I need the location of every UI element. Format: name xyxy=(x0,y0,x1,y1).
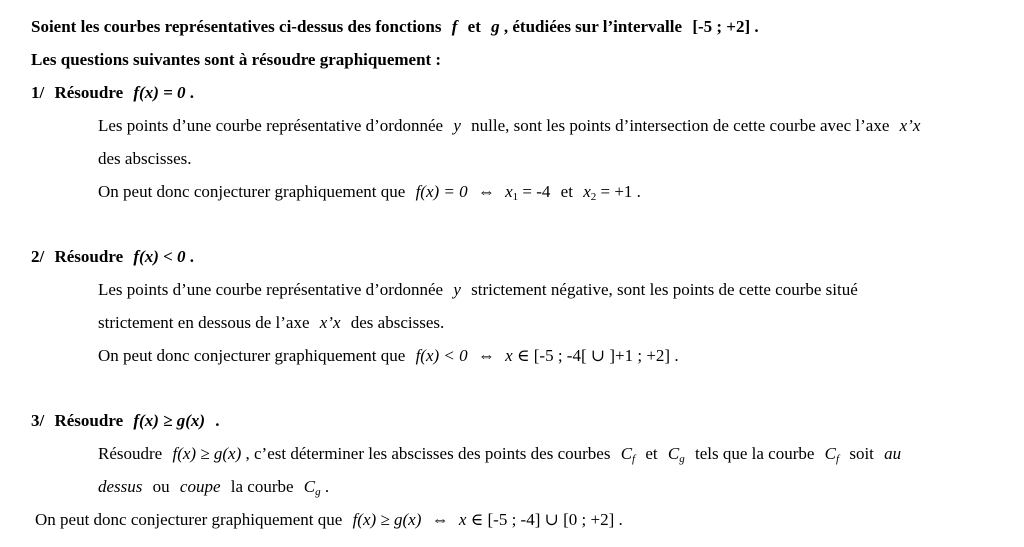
curve-cg: C xyxy=(303,477,316,496)
intro-text-2: , étudiées sur l’intervalle xyxy=(503,17,683,36)
curve-cf: C xyxy=(824,444,837,463)
subscript: f xyxy=(632,453,636,465)
text: tels que la courbe xyxy=(694,444,815,463)
emphasis: coupe xyxy=(179,477,221,496)
expression: f(x) = 0 xyxy=(415,182,468,201)
text: Les points d’une courbe représentative d’ordonnée xyxy=(98,280,444,299)
text: strictement négative, sont les points de cette courbe situé xyxy=(471,280,858,299)
conjunction: et xyxy=(645,444,658,463)
intro-text: Soient les courbes représentatives ci-dessus des fonctions xyxy=(31,17,442,36)
question-1-conclusion xyxy=(98,182,641,202)
emphasis: dessus xyxy=(98,477,143,496)
question-3-paragraph-line-1 xyxy=(98,444,901,464)
heading-word: Résoudre xyxy=(54,247,124,266)
question-3-heading xyxy=(31,411,220,431)
period: . xyxy=(189,83,195,102)
text: des abscisses. xyxy=(350,313,445,332)
conjunction: ou xyxy=(152,477,170,496)
equivalence-symbol: ⇔ xyxy=(477,182,495,201)
heading-expression: f(x) ≥ g(x) xyxy=(133,411,206,430)
subscript: g xyxy=(679,453,685,465)
expression: f(x) ≥ g(x) xyxy=(172,444,242,463)
curve-cg: C xyxy=(667,444,680,463)
variable-y: y xyxy=(453,280,461,299)
text: nulle, sont les points d’intersection de cette courbe avec l’axe xyxy=(471,116,890,135)
subscript: f xyxy=(836,453,840,465)
function-f: f xyxy=(451,17,458,36)
equivalence-symbol: ⇔ xyxy=(431,510,449,529)
question-2-conclusion xyxy=(98,346,679,366)
value-x2: = +1 . xyxy=(600,182,641,201)
period: . xyxy=(324,477,330,496)
variable-x2: x xyxy=(583,182,591,201)
text: Les points d’une courbe représentative d’ordonnée xyxy=(98,116,444,135)
question-2-heading xyxy=(31,247,194,267)
question-number: 1/ xyxy=(31,83,45,102)
expression: f(x) < 0 xyxy=(415,346,468,365)
variable-x: x xyxy=(505,346,513,365)
interval: [-5 ; +2] xyxy=(692,17,751,36)
question-3-paragraph-line-2 xyxy=(98,477,329,497)
text: On peut donc conjecturer graphiquement que xyxy=(98,346,406,365)
emphasis: au xyxy=(884,444,902,463)
intro-line-1 xyxy=(31,17,759,37)
intro-line-2 xyxy=(31,50,441,70)
period: . xyxy=(189,247,195,266)
equivalence-symbol: ⇔ xyxy=(477,346,495,365)
conjunction: et xyxy=(560,182,573,201)
subscript: 2 xyxy=(590,191,597,203)
question-number: 3/ xyxy=(31,411,45,430)
question-2-paragraph-line-2 xyxy=(98,313,444,333)
curve-cf: C xyxy=(620,444,633,463)
heading-word: Résoudre xyxy=(54,83,124,102)
axis-label: x’x xyxy=(899,116,921,135)
variable-y: y xyxy=(453,116,461,135)
text: strictement en dessous de l’axe xyxy=(98,313,310,332)
text: Résoudre xyxy=(98,444,163,463)
question-number: 2/ xyxy=(31,247,45,266)
text: On peut donc conjecturer graphiquement que xyxy=(35,510,343,529)
subscript: 1 xyxy=(512,191,519,203)
period: . xyxy=(754,17,759,36)
heading-expression: f(x) < 0 xyxy=(133,247,186,266)
question-1-paragraph-line-1 xyxy=(98,116,920,136)
conjunction: et xyxy=(467,17,481,36)
question-1-paragraph-line-2 xyxy=(98,149,191,169)
intro-text-3: Les questions suivantes sont à résoudre graphiquement : xyxy=(31,50,442,69)
text: , c’est déterminer les abscisses des points des courbes xyxy=(245,444,611,463)
value-x1: = -4 xyxy=(522,182,551,201)
function-g: g xyxy=(491,17,500,36)
text: soit xyxy=(849,444,874,463)
text: la courbe xyxy=(230,477,294,496)
heading-expression: f(x) = 0 xyxy=(133,83,186,102)
question-2-paragraph-line-1 xyxy=(98,280,858,300)
variable-x: x xyxy=(458,510,467,529)
text: On peut donc conjecturer graphiquement que xyxy=(98,182,406,201)
heading-word: Résoudre xyxy=(54,411,124,430)
question-3-conclusion xyxy=(35,510,623,530)
variable-x1: x xyxy=(505,182,513,201)
axis-label: x’x xyxy=(319,313,341,332)
period: . xyxy=(215,411,220,430)
solution-set: ∈ [-5 ; -4] ∪ [0 ; +2] . xyxy=(470,510,623,529)
solution-set: ∈ [-5 ; -4[ ∪ ]+1 ; +2] . xyxy=(516,346,679,365)
question-1-heading xyxy=(31,83,194,103)
text: des abscisses. xyxy=(98,149,192,168)
expression: f(x) ≥ g(x) xyxy=(352,510,422,529)
subscript: g xyxy=(315,486,321,498)
